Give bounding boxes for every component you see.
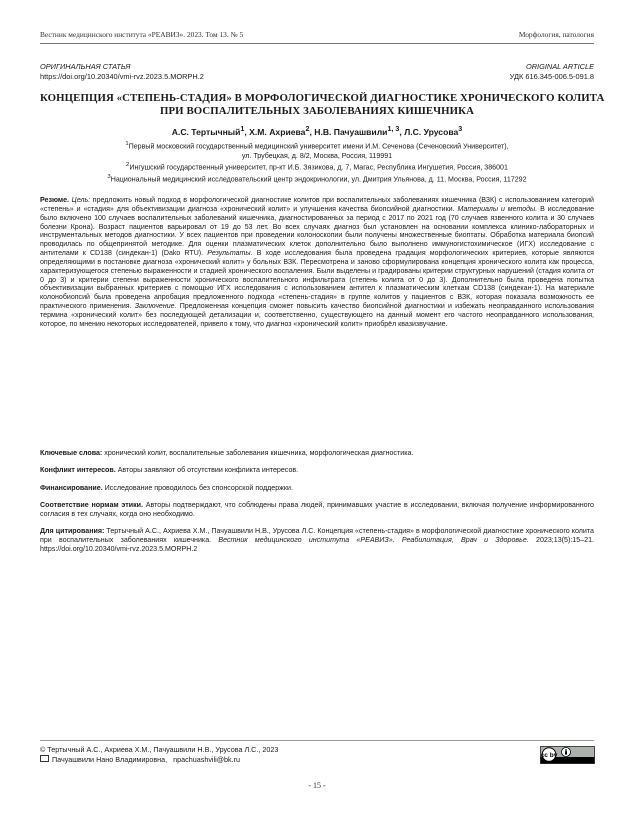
conclusion-text: Предложенная концепция сможет повысить качество биопсийной диагностики и избежать неоправданного использования термина «хронический колит» без последующей детализации и, соответственно, существующего на данный момент его частого неоправданного использования, которое, по мнению некоторых исследователей, привело к тому, что диагноз «хронический колит» приобрёл квазизвучание. <box>40 303 594 328</box>
conflict-label: Конфликт интересов. <box>40 466 116 474</box>
udc-code: УДК 616.345-006.5-091.8 <box>509 71 594 81</box>
author-3: Н.В. Пачуашвили <box>314 126 388 137</box>
footer-divider <box>40 740 594 741</box>
methods-label: Материалы и методы. <box>457 205 538 213</box>
citation-text: Тертычный А.С., Ахриева Х.М., Пачуашвили Н.В., Урусова Л.С. Концепция «степень-стадия» в морфологической диагностике хронического колита при воспалительных заболеваниях кишечника. <box>40 527 594 544</box>
funding-text: Исследование проводилось без спонсорской поддержки. <box>104 484 293 492</box>
abstract <box>40 197 594 330</box>
citation <box>40 527 594 554</box>
article-type-ru: ОРИГИНАЛЬНАЯ СТАТЬЯ <box>40 62 131 71</box>
ethics-label: Соответствие нормам этики. <box>40 501 143 509</box>
ethics-text: Авторы подтверждают, что соблюдены права людей, принимавших участие в исследовании, включая получение информированного согласия в тех случаях, когда оно необходимо. <box>40 501 595 518</box>
page-number: - 15 - <box>308 781 326 790</box>
funding-label: Финансирование. <box>40 484 103 492</box>
doi-link[interactable]: https://doi.org/10.20340/vmi-rvz.2023.5.MORPH.2 <box>40 71 204 81</box>
funding <box>40 484 594 493</box>
journal-header: Вестник медицинского института «РЕАВИЗ». 2023. Том 13. № 5 <box>40 30 244 39</box>
contact-email[interactable]: npachuashvili@bk.ru <box>173 754 240 764</box>
affil-2-num: 2 <box>126 162 130 169</box>
envelope-icon <box>40 755 49 762</box>
author-2-affil: 2 <box>305 125 310 133</box>
affil-3-num: 3 <box>107 173 111 180</box>
citation-label: Для цитирования: <box>40 527 105 535</box>
affil-2: Ингушский государственный университет, пр-кт И.Б. Зязикова, д. 7, Магас, Республика Ингушетия, Россия, 386001 <box>129 163 508 172</box>
title-line-2: ПРИ ВОСПАЛИТЕЛЬНЫХ ЗАБОЛЕВАНИЯХ КИШЕЧНИКА <box>159 105 474 117</box>
author-list: А.С. Тертычный$^1$, Х.М. Ахриева$^2$, Н.В. Пачуашвили$^{1, 3}$, Л.С. Урусова$^3$ <box>171 125 463 137</box>
results-text: В ходе исследования была проведена градация морфологических критериев, которые являются определяющими в постановке диагноза «хронический колит» у больных ВЗК. Пересмотрена и заново сформулирована концепция хронического колита как процесса, характеризующегося степенью выраженности и стадией хронического воспаления. Были выделены и градированы критерии структурных нарушений (стадия колита от 0 до 3) и критерии степени выраженности хронического воспалительного инфильтрата (степень колита от 0 до 3). Дополнительно была проведена попытка объективизации выбранных критериев с помощью ИГХ исследования с использованием антител к плазматическим клеткам CD138 (синдекан-1). На материале колонобиопсий была проведена апробация предложенного подхода «степень-стадия» в группе колитов у пациентов с ВЗК, которая показала возможность ее практического применения. <box>40 250 594 311</box>
author-3-affil: 1, 3 <box>387 125 400 133</box>
conflict-of-interest <box>40 466 594 475</box>
methods-text: В исследование было включено 100 случаев воспалительных заболеваний кишечника, диагностированных за период с 2017 по 2021 год (70 случаев язвенного колита и 30 случаев болезни Крона). Возраст пациентов варьировал от 19 до 53 лет. Во всех случаях диагноз был установлен на основании комплекса клинико-лабораторных и инструментальных методов диагностики. У всех пациентов при проведении колоноскопии были получены множественные биоптаты. Обработка материала биопсий проводилась по общепринятой методике. Для оценки плазматических клеток дополнительно было выполнено иммуногистохимическое (ИГХ) исследование с антителами к CD138 (синдекан-1) (Dako RTU). <box>40 205 594 258</box>
affil-1-num: 1 <box>125 141 129 147</box>
header-divider <box>40 43 594 44</box>
cc-by-license-icon[interactable] <box>540 746 595 764</box>
author-1-affil: 1 <box>240 125 245 133</box>
footer-info <box>40 745 278 765</box>
keywords-text: хронический колит, воспалительные заболевания кишечника, морфологическая диагностика. <box>104 449 414 457</box>
keywords <box>40 449 594 458</box>
citation-tail: 2023;13(5):15–21. https://doi.org/10.20340/vmi-rvz.2023.5.MORPH.2 <box>40 535 594 553</box>
affil-1-line-1: Первый московский государственный медицинский университет имени И.М. Сеченова (Сеченовский Университет), <box>128 142 509 151</box>
article-title <box>40 92 605 118</box>
title-line-1: КОНЦЕПЦИЯ «СТЕПЕНЬ-СТАДИЯ» В МОРФОЛОГИЧЕСКОЙ ДИАГНОСТИКЕ ХРОНИЧЕСКОГО КОЛИТА <box>40 92 605 104</box>
aim-text: предложить новый подход в морфологической диагностике колитов при воспалительных заболеваниях кишечника (ВЗК) с использованием категорий «степень» и «стадия» для объективизации диагноза «хронический колит» и улучшения качества биопсийной диагностики. <box>40 197 594 213</box>
citation-journal: Вестник медицинского института «РЕАВИЗ». Реабилитация, Врач и Здоровье. <box>218 535 529 544</box>
author-4: Л.С. Урусова <box>404 126 459 137</box>
copyright: © Тертычный А.С., Ахриева Х.М., Пачуашвили Н.В., Урусова Л.С., 2023 <box>40 745 279 754</box>
aim-label: Цель: <box>71 197 91 204</box>
abstract-label: Резюме. <box>40 197 69 204</box>
author-2: Х.М. Ахриева <box>249 126 306 137</box>
conflict-text: Авторы заявляют об отсутствии конфликта интересов. <box>117 466 299 474</box>
article-type-en: ORIGINAL ARTICLE <box>525 62 594 71</box>
cc-badge-text: cc by <box>540 752 558 759</box>
affil-3: Национальный медицинский исследовательский центр эндокринологии, ул. Дмитрия Ульянова, д. 11, Москва, Россия, 117292 <box>110 175 527 184</box>
keywords-label: Ключевые слова: <box>40 449 103 457</box>
affiliations <box>40 140 594 185</box>
section-header: Морфология, патология <box>518 30 594 39</box>
ethics <box>40 501 594 519</box>
author-1: А.С. Тертычный <box>171 126 241 137</box>
contact-name: Пачуашвили Нано Владимировна, <box>52 754 168 764</box>
affil-1-line-2: ул. Трубецкая, д. 8/2, Москва, Россия, 119991 <box>241 151 393 160</box>
results-label: Результаты. <box>207 250 253 258</box>
author-4-affil: 3 <box>458 125 463 133</box>
running-header <box>40 30 594 42</box>
conclusion-label: Заключение. <box>134 303 177 311</box>
